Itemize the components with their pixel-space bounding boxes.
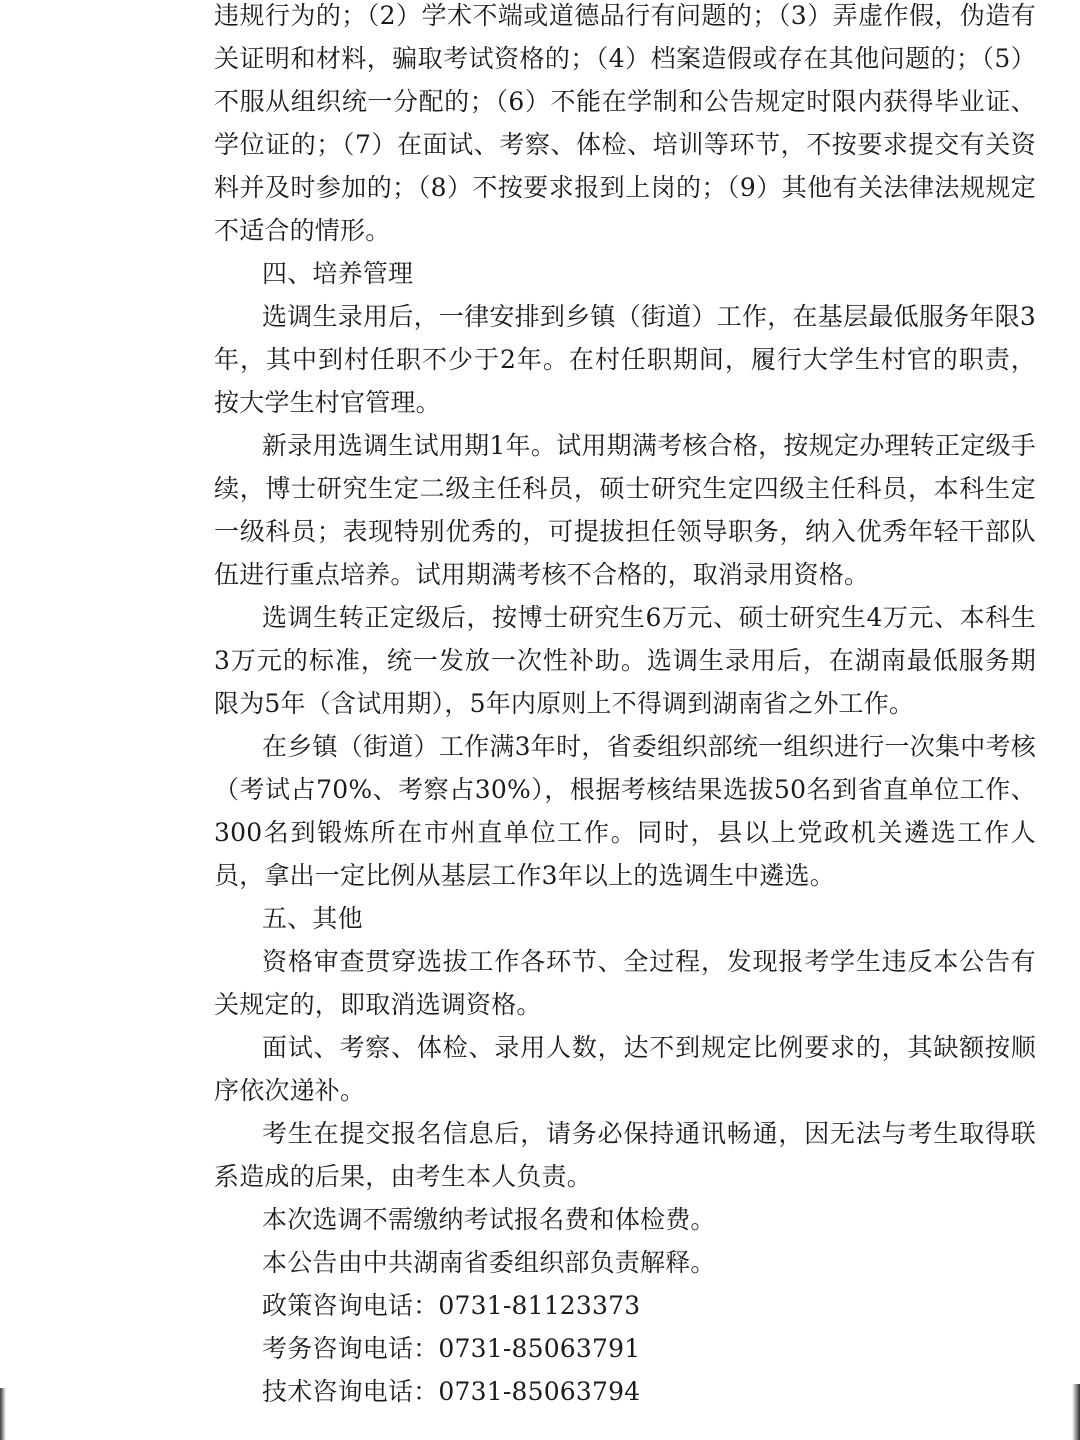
- phone-number: 0731-85063791: [438, 1334, 641, 1363]
- paragraph-contact-duty: 考生在提交报名信息后，请务必保持通讯畅通，因无法与考生取得联系造成的后果，由考生本人负责。: [214, 1119, 1036, 1191]
- paragraph-assessment: 在乡镇（街道）工作满3年时，省委组织部统一组织进行一次集中考核（考试占70%、考察占30%），根据考核结果选拔50名到省直单位工作、300名到锻炼所在市州直单位工作。同时，县以上党政机关遴选工作人员，拿出一定比例从基层工作3年以上的选调生中遴选。: [214, 732, 1036, 890]
- scan-edge-shadow-left: [0, 1388, 6, 1440]
- paragraph-interpretation: 本公告由中共湖南省委组织部负责解释。: [262, 1248, 716, 1277]
- paragraph-probation: 新录用选调生试用期1年。试用期满考核合格，按规定办理转正定级手续，博士研究生定二级主任科员，硕士研究生定四级主任科员，本科生定一级科员；表现特别优秀的，可提拔担任领导职务，纳入优秀年轻干部队伍进行重点培养。试用期满考核不合格的，取消录用资格。: [214, 431, 1036, 589]
- paragraph-placement: 选调生录用后，一律安排到乡镇（街道）工作，在基层最低服务年限3年，其中到村任职不少于2年。在村任职期间，履行大学生村官的职责，按大学生村官管理。: [214, 302, 1036, 417]
- document-body: [214, 0, 1036, 1413]
- paragraph-disqualification-list: 违规行为的；（2）学术不端或道德品行有问题的；（3）弄虚作假，伪造有关证明和材料，骗取考试资格的；（4）档案造假或存在其他问题的；（5）不服从组织统一分配的；（6）不能在学制和公告规定时限内获得毕业证、学位证的；（7）在面试、考察、体检、培训等环节，不按要求提交有关资料并及时参加的；（8）不按要求报到上岗的；（9）其他有关法律法规规定不适合的情形。: [214, 1, 1036, 245]
- contact-exam-hotline: [214, 1327, 1036, 1370]
- contact-label: 考务咨询电话：: [262, 1334, 439, 1363]
- paragraph-vacancy-fill: 面试、考察、体检、录用人数，达不到规定比例要求的，其缺额按顺序依次递补。: [214, 1033, 1036, 1105]
- contact-label: 技术咨询电话：: [262, 1377, 439, 1406]
- phone-number: 0731-81123373: [438, 1291, 641, 1320]
- phone-number: 0731-85063794: [438, 1377, 641, 1406]
- paragraph-subsidy: 选调生转正定级后，按博士研究生6万元、硕士研究生4万元、本科生3万元的标准，统一发放一次性补助。选调生录用后，在湖南最低服务期限为5年（含试用期），5年内原则上不得调到湖南省之外工作。: [214, 603, 1036, 718]
- scan-edge-shadow-right: [1072, 1384, 1080, 1440]
- contact-label: 政策咨询电话：: [262, 1291, 439, 1320]
- contact-tech-hotline: [214, 1370, 1036, 1413]
- paragraph-qualification-review: 资格审查贯穿选拔工作各环节、全过程，发现报考学生违反本公告有关规定的，即取消选调资格。: [214, 947, 1036, 1019]
- paragraph-no-fee: 本次选调不需缴纳考试报名费和体检费。: [262, 1205, 716, 1234]
- section-heading-other: 五、其他: [262, 904, 363, 933]
- section-heading-training-management: 四、培养管理: [262, 259, 414, 288]
- contact-policy-hotline: [214, 1284, 1036, 1327]
